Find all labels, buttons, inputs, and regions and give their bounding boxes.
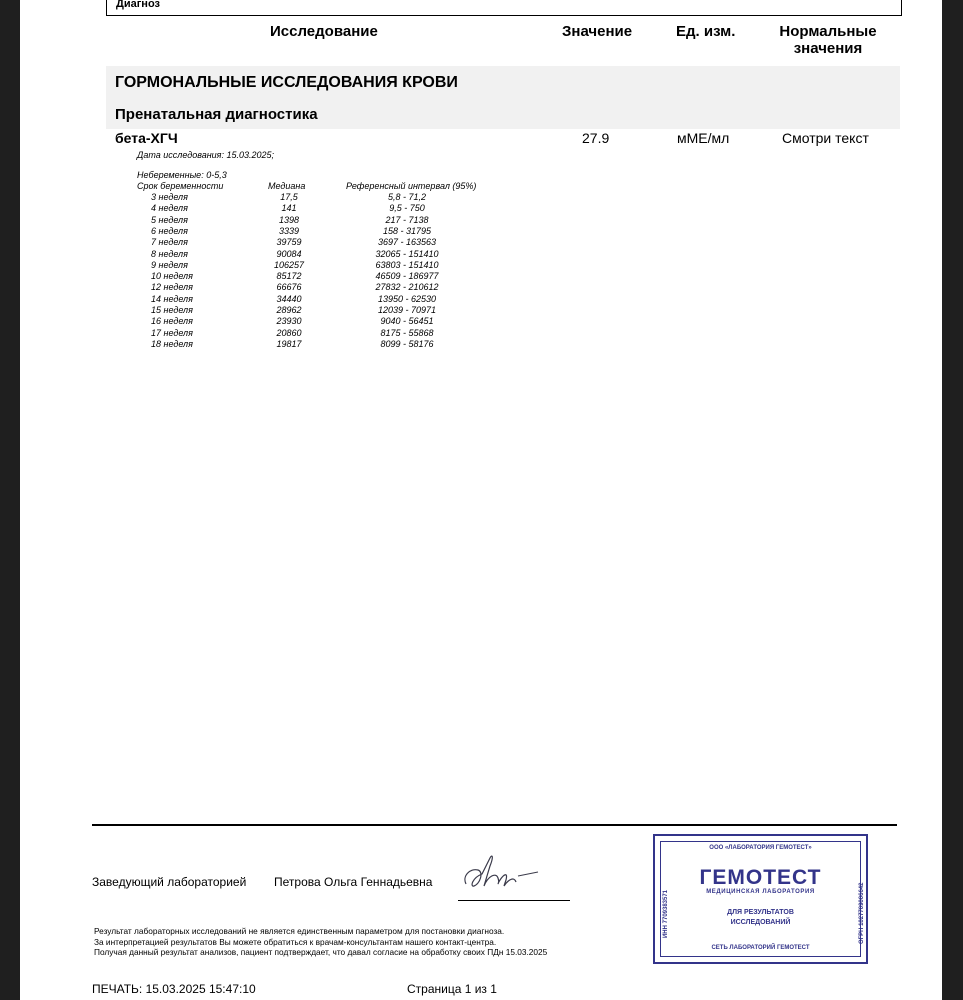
reference-col-median <box>268 181 305 192</box>
test-norm: Смотри текст <box>782 130 869 146</box>
column-header-unit: Ед. изм. <box>676 23 736 40</box>
disclaimer-line-3: Получая данный результат анализов, пациент подтверждает, что давал согласие на обработку своих ПДн 15.03.2025 <box>94 947 548 957</box>
reference-interval-cell: 158 - 31795 <box>382 225 432 236</box>
stamp-for-line1: ДЛЯ РЕЗУЛЬТАТОВ <box>727 909 794 916</box>
head-name: Петрова Ольга Геннадьевна <box>274 875 433 889</box>
reference-median-cell: 66676 <box>276 282 302 293</box>
non-pregnant-note: Небеременные: 0-5,3 <box>137 170 227 180</box>
column-header-norm-line1: Нормальные <box>779 23 877 40</box>
print-timestamp: ПЕЧАТЬ: 15.03.2025 15:47:10 <box>92 982 256 996</box>
reference-median-cell: 90084 <box>276 248 302 259</box>
reference-interval-cell: 27832 - 210612 <box>375 282 439 293</box>
reference-median-cell: 106257 <box>273 259 305 270</box>
reference-median-cell: 20860 <box>276 327 302 338</box>
reference-median-cell: 19817 <box>276 338 302 349</box>
reference-median-cell: 34440 <box>276 293 302 304</box>
reference-term-cell: 7 неделя <box>151 237 188 248</box>
column-header-norm <box>772 23 884 57</box>
reference-median-cell: 3339 <box>278 225 300 236</box>
page-number: Страница 1 из 1 <box>407 982 497 996</box>
stamp-network: СЕТЬ ЛАБОРАТОРИЙ ГЕМОТЕСТ <box>711 945 810 951</box>
reference-median-cell: 28962 <box>276 305 302 315</box>
reference-term-cell: 4 неделя <box>151 203 188 214</box>
footer-divider <box>92 824 897 826</box>
reference-interval-cell: 63803 - 151410 <box>375 259 439 270</box>
reference-median-cell: 1398 <box>278 214 300 225</box>
reference-header-term: Срок беременности <box>137 181 224 191</box>
signature-line <box>458 900 570 901</box>
reference-interval-cell: 32065 - 151410 <box>375 248 439 259</box>
reference-interval-cell: 8099 - 58176 <box>380 338 434 349</box>
test-name: бета-ХГЧ <box>115 130 178 146</box>
stamp-brand: ГЕМОТЕСТ <box>699 866 822 889</box>
test-unit: мМЕ/мл <box>677 130 730 146</box>
head-title: Заведующий лабораторией <box>92 875 247 889</box>
reference-header-interval: Референсный интервал (95%) <box>346 181 477 191</box>
reference-term-cell: 14 неделя <box>151 293 193 304</box>
test-value: 27.9 <box>582 130 610 146</box>
disclaimer-line-2: За интерпретацией результатов Вы можете обратиться к врачам-консультантам нашего контакт-центра. <box>94 936 497 947</box>
stamp-subtitle: МЕДИЦИНСКАЯ ЛАБОРАТОРИЯ <box>706 889 815 895</box>
stamp-company: ООО «ЛАБОРАТОРИЯ ГЕМОТЕСТ» <box>709 845 812 851</box>
stamp-inner-frame <box>660 841 861 957</box>
reference-interval-cell: 46509 - 186977 <box>375 271 439 282</box>
reference-col-term <box>137 181 223 192</box>
reference-interval-cell: 9040 - 56451 <box>380 316 434 327</box>
column-header-study: Исследование <box>270 23 378 40</box>
reference-interval-cell: 8175 - 55868 <box>380 327 434 338</box>
reference-interval-cell: 13950 - 62530 <box>377 293 437 304</box>
diagnosis-box <box>106 0 902 16</box>
reference-term-cell: 5 неделя <box>151 214 188 225</box>
column-header-value: Значение <box>562 23 633 40</box>
reference-term-cell: 10 неделя <box>151 271 193 282</box>
stamp-for-line2: ИССЛЕДОВАНИЙ <box>730 919 791 926</box>
reference-term-cell: 18 неделя <box>151 338 193 349</box>
subsection-title: Пренатальная диагностика <box>115 106 318 123</box>
reference-term-cell: 15 неделя <box>151 305 193 315</box>
reference-interval-cell: 217 - 7138 <box>385 214 429 225</box>
reference-term-cell: 9 неделя <box>151 259 188 270</box>
disclaimer-line-1: Результат лабораторных исследований не является единственным параметром для постановки диагноза. <box>94 926 505 936</box>
reference-term-cell: 16 неделя <box>151 316 193 327</box>
reference-median-cell: 23930 <box>276 316 302 327</box>
document-page <box>20 0 942 1000</box>
section-title: ГОРМОНАЛЬНЫЕ ИССЛЕДОВАНИЯ КРОВИ <box>115 74 458 91</box>
reference-median-cell: 141 <box>281 203 297 214</box>
laboratory-stamp <box>653 834 868 964</box>
reference-term-cell: 3 неделя <box>151 192 188 202</box>
diagnosis-label: Диагноз <box>116 0 160 10</box>
reference-interval-cell: 5,8 - 71,2 <box>387 192 427 202</box>
reference-median-cell: 39759 <box>276 237 302 248</box>
test-date-note: Дата исследования: 15.03.2025; <box>137 150 275 160</box>
stamp-ogrn: ОГРН 1027709006642 <box>859 882 865 944</box>
reference-col-interval <box>346 181 476 192</box>
column-header-norm-line2: значения <box>793 40 863 57</box>
reference-interval-cell: 12039 - 70971 <box>377 305 437 315</box>
disclaimer <box>94 926 547 958</box>
signature <box>460 846 540 896</box>
reference-median-cell: 85172 <box>276 271 302 282</box>
reference-term-cell: 6 неделя <box>151 225 188 236</box>
reference-term-cell: 8 неделя <box>151 248 188 259</box>
reference-interval-cell: 9,5 - 750 <box>389 203 425 214</box>
reference-term-cell: 17 неделя <box>151 327 193 338</box>
reference-interval-cell: 3697 - 163563 <box>377 237 437 248</box>
reference-header-median: Медиана <box>268 181 306 191</box>
reference-median-cell: 17,5 <box>280 192 298 202</box>
stamp-inn: ИНН 7709383571 <box>663 889 669 938</box>
reference-term-cell: 12 неделя <box>151 282 193 293</box>
